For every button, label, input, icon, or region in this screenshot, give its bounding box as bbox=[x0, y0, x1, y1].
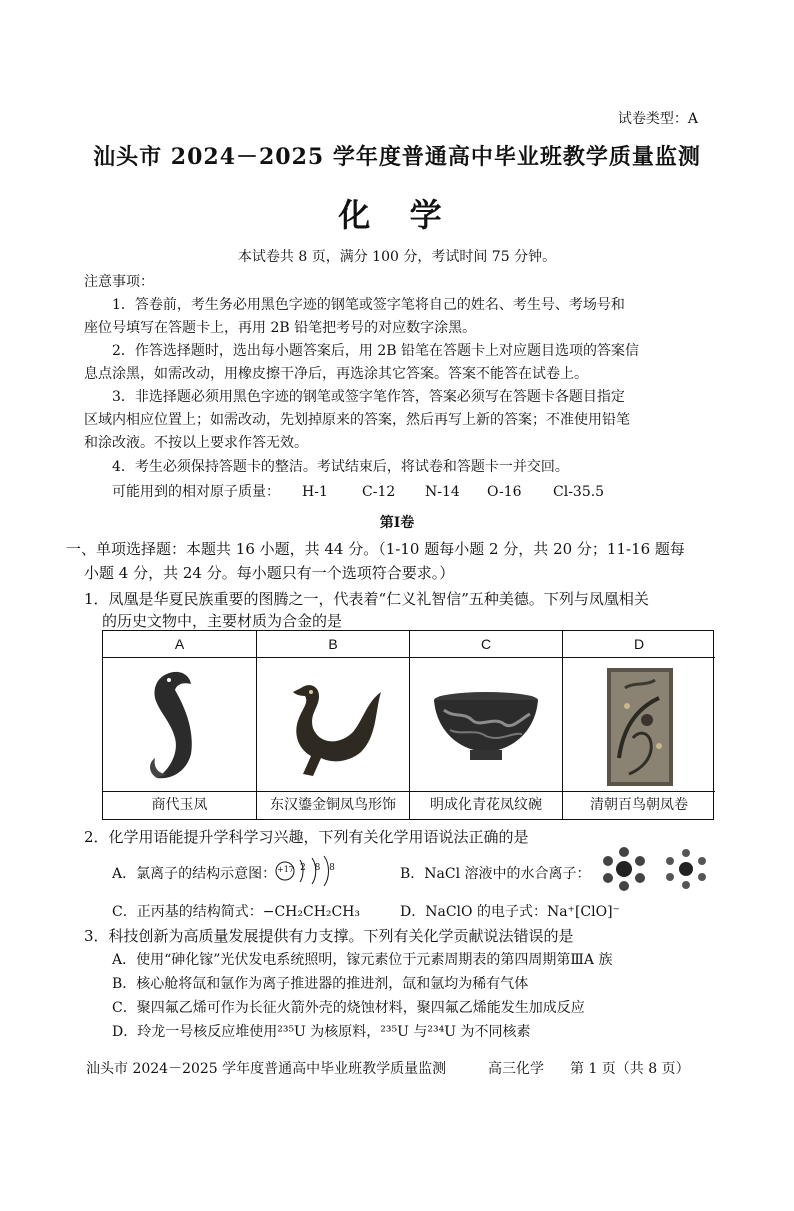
q3-stem: 3．科技创新为高质量发展提供有力支撑。下列有关化学贡献说法错误的是 bbox=[84, 927, 574, 945]
q3-option-b: B．核心舱将氙和氩作为离子推进器的推进剂，氙和氩均为稀有气体 bbox=[112, 976, 529, 992]
artifact-caption-d: 清朝百鸟朝凤卷 bbox=[563, 791, 715, 819]
notice-item-3-line-2: 区域内相应位置上；如需改动，先划掉原来的答案，然后再写上新的答案；不准使用铅笔 bbox=[84, 412, 630, 428]
naclo-electron-formula: Na⁺[ClO]⁻ bbox=[546, 904, 620, 920]
q2-option-c bbox=[112, 901, 360, 921]
atomic-mass-cl: Cl-35.5 bbox=[553, 484, 605, 500]
artifact-header-b: B bbox=[257, 631, 409, 658]
artifact-table bbox=[102, 630, 714, 820]
notice-item-2-line-1: 2．作答选择题时，选出每小题答案后，用 2B 铅笔在答题卡上对应题目选项的答案信 bbox=[112, 343, 640, 359]
volume-title: 第Ⅰ卷 bbox=[379, 515, 415, 531]
hundred-birds-scroll-image bbox=[563, 658, 715, 793]
chloride-nucleus-label: +17 bbox=[277, 865, 294, 874]
footer-exam-name: 汕头市 2024－2025 学年度普通高中毕业班教学质量监测 bbox=[86, 1061, 447, 1077]
q2-option-d bbox=[400, 901, 620, 921]
chloride-ion-diagram bbox=[274, 854, 344, 888]
artifact-column-d bbox=[562, 631, 715, 819]
q1-stem-line-1: 1．凤凰是华夏民族重要的图腾之一，代表着“仁义礼智信”五种美德。下列与凤凰相关 bbox=[84, 590, 649, 608]
footer-page-number: 第 1 页（共 8 页） bbox=[570, 1061, 690, 1077]
q2-option-a: A．氯离子的结构示意图： bbox=[112, 866, 277, 882]
notice-item-2-line-2: 息点涂黑，如需改动，用橡皮擦干净后，再选涂其它答案。答案不能答在试卷上。 bbox=[84, 366, 588, 382]
artifact-caption-a: 商代玉凤 bbox=[103, 791, 256, 819]
subject-title: 化 学 bbox=[338, 196, 456, 234]
artifact-column-b bbox=[256, 631, 409, 819]
artifact-column-c bbox=[409, 631, 562, 819]
artifact-header-c: C bbox=[410, 631, 562, 658]
bronze-phoenix-image bbox=[257, 658, 409, 793]
atomic-mass-h: H-1 bbox=[302, 484, 328, 500]
notice-item-1-line-1: 1．答卷前，考生务必用黑色字迹的钢笔或签字笔将自己的姓名、考生号、考场号和 bbox=[112, 297, 625, 313]
q2-stem: 2．化学用语能提升学科学习兴趣，下列有关化学用语说法正确的是 bbox=[84, 828, 529, 846]
atomic-mass-o: O-16 bbox=[487, 484, 522, 500]
artifact-caption-c: 明成化青花凤纹碗 bbox=[410, 791, 562, 819]
atomic-mass-c: C-12 bbox=[362, 484, 396, 500]
q1-stem-line-2: 的历史文物中，主要材质为合金的是 bbox=[102, 612, 343, 630]
atomic-mass-label: 可能用到的相对原子质量： bbox=[112, 484, 280, 500]
exam-title: 汕头市 2024－2025 学年度普通高中毕业班教学质量监测 bbox=[93, 144, 701, 170]
artifact-column-a bbox=[103, 631, 256, 819]
artifact-caption-b: 东汉鎏金铜凤鸟形饰 bbox=[257, 791, 409, 819]
footer-subject: 高三化学 bbox=[488, 1061, 544, 1077]
paper-info: 本试卷共 8 页，满分 100 分，考试时间 75 分钟。 bbox=[237, 249, 557, 265]
q3-option-c: C．聚四氟乙烯可作为长征火箭外壳的烧蚀材料，聚四氟乙烯能发生加成反应 bbox=[112, 1000, 585, 1016]
notice-item-3-line-1: 3．非选择题必须用黑色字迹的钢笔或签字笔作答，答案必须写在答题卡各题目指定 bbox=[112, 389, 625, 405]
notice-item-4: 4．考生必须保持答题卡的整洁。考试结束后，将试卷和答题卡一并交回。 bbox=[112, 459, 569, 475]
notice-item-3-line-3: 和涂改液。不按以上要求作答无效。 bbox=[84, 435, 308, 451]
q3-option-d: D．玲龙一号核反应堆使用²³⁵U 为核原料，²³⁵U 与²³⁴U 为不同核素 bbox=[112, 1024, 531, 1040]
q3-option-a: A．使用“砷化镓”光伏发电系统照明，镓元素位于元素周期表的第四周期第ⅢA 族 bbox=[112, 952, 613, 968]
q2-option-d-label: D．NaClO 的电子式： bbox=[400, 904, 547, 920]
artifact-header-a: A bbox=[103, 631, 256, 658]
artifact-header-d: D bbox=[563, 631, 715, 658]
atomic-mass-n: N-14 bbox=[425, 484, 460, 500]
exam-type-label: 试卷类型：A bbox=[617, 111, 698, 127]
notice-heading: 注意事项： bbox=[84, 274, 154, 290]
part1-instructions-line-2: 小题 4 分，共 24 分。每小题只有一个选项符合要求。） bbox=[84, 564, 455, 582]
q2-option-b: B．NaCl 溶液中的水合离子： bbox=[400, 866, 591, 882]
propyl-formula: −CH₂CH₂CH₃ bbox=[262, 904, 361, 920]
q2-option-c-label: C．正丙基的结构简式： bbox=[112, 904, 263, 920]
notice-item-1-line-2: 座位号填写在答题卡上，再用 2B 铅笔把考号的对应数字涂黑。 bbox=[84, 320, 477, 336]
blue-white-bowl-image bbox=[410, 658, 562, 793]
jade-phoenix-image bbox=[103, 658, 256, 793]
hydrated-ions-diagram bbox=[602, 846, 712, 892]
part1-instructions-line-1: 一、单项选择题：本题共 16 小题，共 44 分。（1-10 题每小题 2 分，共 20 分；11-16 题每 bbox=[66, 540, 685, 558]
chloride-shell-electrons: 2 8 8 bbox=[300, 863, 338, 873]
